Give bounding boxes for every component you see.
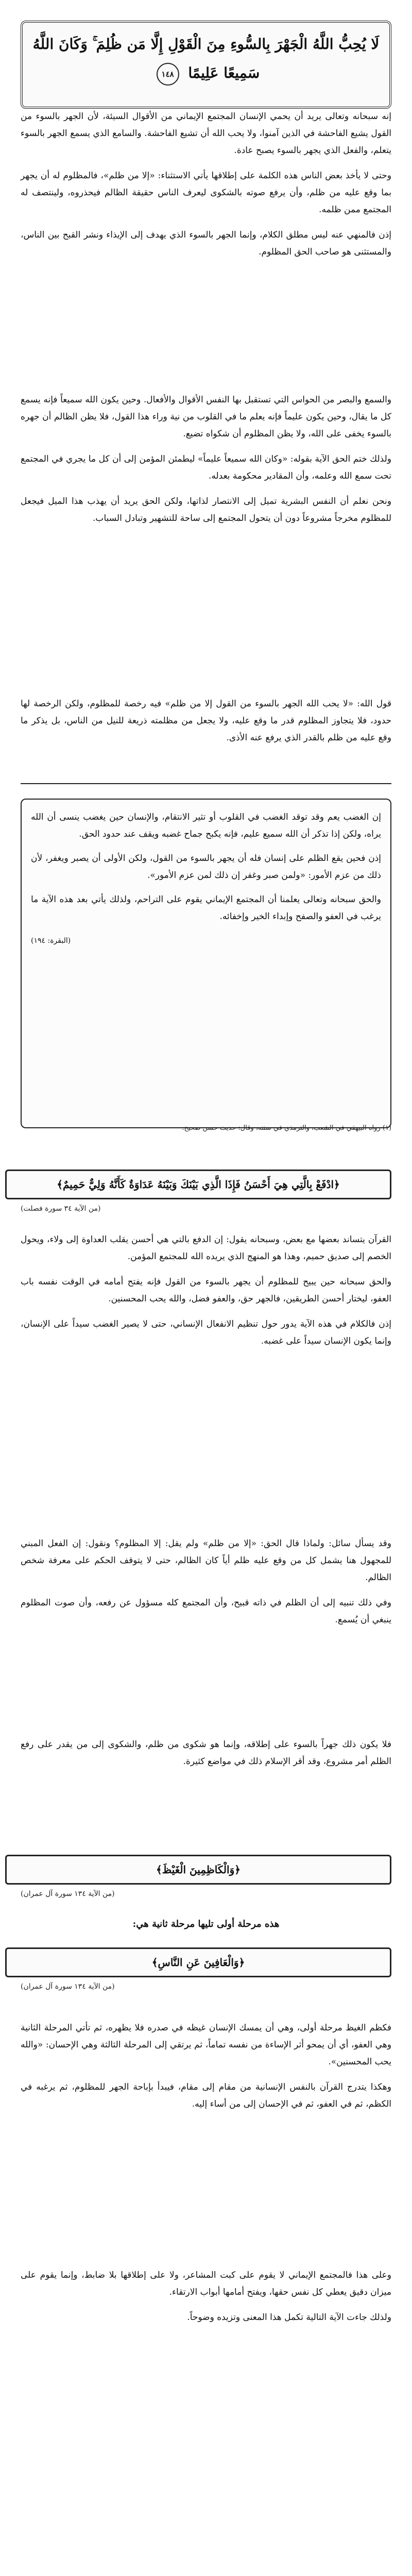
verse-reference: (البقرة: ١٩٤) [31, 937, 71, 945]
paragraph: إنه سبحانه وتعالى يريد أن يحمي الإنسان المجتمع الإيماني من الأقوال السيئة، لأن الجهر بالسوء من القول يشيع الفاحشة في الذين آمنوا، ولا يحب الله أن تشيع الفاحشة. والسامع الذي يسمع الجهر بالسوء يتعلم، والفعل الذي يجهر بالسوء يصبح عادة. [21, 111, 391, 156]
commentary-section-8 [21, 2267, 391, 2334]
transition-line: هذه مرحلة أولى تليها مرحلة ثانية هي: [132, 1919, 280, 1929]
paragraph: قول الله: «لا يحب الله الجهر بالسوء من القول إلا من ظلم» فيه رخصة للمظلوم، ولكن الرخصة لها حدود، فلا يتجاوز المظلوم قدر ما وقع عليه، ولا يجعل من مظلمته ذريعة للنيل من الناس، بل يذكر ما وقع عليه من ظلم بالقدر الذي يرفع عنه الأذى. [21, 699, 391, 743]
boxed-commentary [21, 799, 391, 1128]
verse-reference: (من الآية ٣٤ سورة فصلت) [21, 1205, 101, 1213]
paragraph: فلا يكون ذلك جهراً بالسوء على إطلاقه، وإنما هو شكوى من ظلم، والشكوى إلى من يقدر على رفع الظلم أمر مشروع، وقد أقر الإسلام ذلك في مواضع كثيرة. [21, 1739, 391, 1767]
paragraph: والحق سبحانه وتعالى يعلمنا أن المجتمع الإيماني يقوم على التراحم، ولذلك يأتي بعد هذه الآية ما يرغب في العفو والصفح وإبداء الخير وإخفائه. [31, 894, 381, 922]
footnote: (١) رواه البيهقي في الشعب، والترمذي في سننه، وقال: حديث حسن صحيح. [182, 1124, 391, 1132]
quoted-verse: ﴿وَالْعَافِينَ عَنِ النَّاسِ﴾ [151, 1956, 245, 1969]
paragraph: والسمع والبصر من الحواس التي تستقبل بها النفس الأقوال والأفعال. وحين يكون الله سميعاً فإنه يسمع كل ما يقال، وحين يكون عليماً فإنه يعلم ما في القلوب من نية وراء هذا القول، فلا يظن الظالم أن جهره بالسوء يخفى على الله، ولا يظن المظلوم أن شكواه تضيع. [21, 395, 391, 439]
paragraph: وهكذا يتدرج القرآن بالنفس الإنسانية من مقام إلى مقام، فيبدأ بإباحة الجهر للمظلوم، ثم يرغبه في الكظم، ثم في العفو، ثم في الإحسان إلى من أساء إليه. [21, 2082, 391, 2109]
commentary-section-4 [21, 1231, 391, 1358]
quoted-verse-frame-2 [5, 1855, 391, 1885]
paragraph: وحتى لا يأخذ بعض الناس هذه الكلمة على إطلاقها يأتي الاستثناء: «إلا من ظلم»، فالمظلوم له أن يجهر بما وقع عليه من ظلم، وأن يرفع صوته بالشكوى ليعرف الناس حقيقة الظالم فيحذروه، ولينتصف له المجتمع ممن ظلمه. [21, 171, 391, 215]
section-divider [21, 783, 391, 784]
paragraph: إن الغضب يعم وقد توقد الغضب في القلوب أو تثير الانتقام، والإنسان حين يغضب ينسى أن الله يراه، ولكن إذا تذكر أن الله سميع عليم، فإنه يكبح جماح غضبه ويقف عند حدود الحق. [31, 812, 381, 839]
paragraph: والحق سبحانه حين يبيح للمظلوم أن يجهر بالسوء من القول فإنه يفتح أمامه في الوقت نفسه باب العفو، ليختار أحسن الطريقين، فالجهر حق، والعفو فضل، والله يحب المحسنين. [21, 1277, 391, 1304]
paragraph: فكظم الغيظ مرحلة أولى، وهي أن يمسك الإنسان غيظه في صدره فلا يظهره، ثم تأتي المرحلة الثانية وهي العفو، أي أن يمحو أثر الإساءة من نفسه تماماً، ثم يرتقي إلى المرحلة الثالثة وهي الإحسان: «والله يحب المحسنين». [21, 2023, 391, 2067]
quoted-verse: ﴿وَالْكَاظِمِينَ الْغَيْظَ﴾ [156, 1863, 241, 1876]
commentary-section-3 [21, 696, 391, 755]
commentary-section-2 [21, 392, 391, 535]
verse-reference: (من الآية ١٣٤ سورة آل عمران) [21, 1890, 115, 1898]
verse-148: لَا يُحِبُّ اللَّهُ الْجَهْرَ بِالسُّوءِ مِنَ الْقَوْلِ إِلَّا مَن ظُلِمَ ۚ وَكَانَ اللَّهُ سَمِيعًا عَلِيمًا [32, 36, 380, 81]
paragraph: القرآن يتساند بعضها مع بعض، وسبحانه يقول: إن الدفع بالتي هي أحسن يقلب العداوة إلى ولاء، ويحول الخصم إلى صديق حميم، وهذا هو المنهج الذي يريده الله للمجتمع المؤمن. [21, 1234, 391, 1262]
verse-reference: (من الآية ١٣٤ سورة آل عمران) [21, 1982, 115, 1991]
paragraph: وقد يسأل سائل: ولماذا قال الحق: «إلا من ظلم» ولم يقل: إلا المظلوم؟ ونقول: إن الفعل المبني للمجهول هنا يشمل كل من وقع عليه ظلم أياً كان الظالم، حتى لا يتوقف الحكم على معرفة شخص الظالم. [21, 1538, 391, 1583]
quoted-verse-frame-3 [5, 1947, 391, 1977]
paragraph: إذن فحين يقع الظلم على إنسان فله أن يجهر بالسوء من القول، ولكن الأولى أن يصبر ويغفر، لأن ذلك من عزم الأمور: «ولمن صبر وغفر إن ذلك لمن عزم الأمور». [31, 853, 381, 880]
commentary-section-6 [21, 1736, 391, 1778]
commentary-section-7 [21, 2020, 391, 2121]
commentary-section-1 [21, 108, 391, 269]
page [10, 21, 402, 2576]
paragraph: ولذلك ختم الحق الآية بقوله: «وكان الله سميعاً عليماً» ليطمئن المؤمن إلى أن كل ما يجري في المجتمع تحت سمع الله وعلمه، وأن المقادير محكومة بعدله. [21, 454, 391, 481]
paragraph: ولذلك جاءت الآية التالية تكمل هذا المعنى وتزيده وضوحاً. [187, 2312, 391, 2323]
quoted-verse: ﴿ادْفَعْ بِالَّتِي هِيَ أَحْسَنُ فَإِذَا الَّذِي بَيْنَكَ وَبَيْنَهُ عَدَاوَةٌ كَأَنَّهُ وَلِيٌّ حَمِيمٌ﴾ [57, 1178, 340, 1191]
quoted-verse-frame-1 [5, 1170, 391, 1199]
commentary-section-5 [21, 1535, 391, 1637]
verse-banner-top [21, 21, 391, 109]
paragraph: ونحن نعلم أن النفس البشرية تميل إلى الانتصار لذاتها، ولكن الحق يريد أن يهذب هذا الميل فيجعل للمظلوم مخرجاً مشروعاً دون أن يتحول المجتمع إلى ساحة للتشهير وتبادل السباب. [21, 496, 391, 523]
ayah-number-148: ١٤٨ [157, 63, 179, 86]
paragraph: وعلى هذا فالمجتمع الإيماني لا يقوم على كبت المشاعر، ولا على إطلاقها بلا ضابط، وإنما يقوم على ميزان دقيق يعطي كل نفس حقها، ويفتح أمامها أبواب الارتقاء. [21, 2270, 391, 2297]
paragraph: إذن فالكلام في هذه الآية يدور حول تنظيم الانفعال الإنساني، حتى لا يصير الغضب سيداً على الإنسان، وإنما يكون الإنسان سيداً على غضبه. [21, 1319, 391, 1346]
verse-text-top [32, 30, 380, 88]
paragraph: وفي ذلك تنبيه إلى أن الظلم في ذاته قبيح، وأن المجتمع كله مسؤول عن رفعه، وأن صوت المظلوم ينبغي أن يُسمع. [21, 1598, 391, 1625]
paragraph: إذن فالمنهي عنه ليس مطلق الكلام، وإنما الجهر بالسوء الذي يهدف إلى الإيذاء ونشر القبح بين الناس، والمستثنى هو صاحب الحق المظلوم. [21, 230, 391, 257]
